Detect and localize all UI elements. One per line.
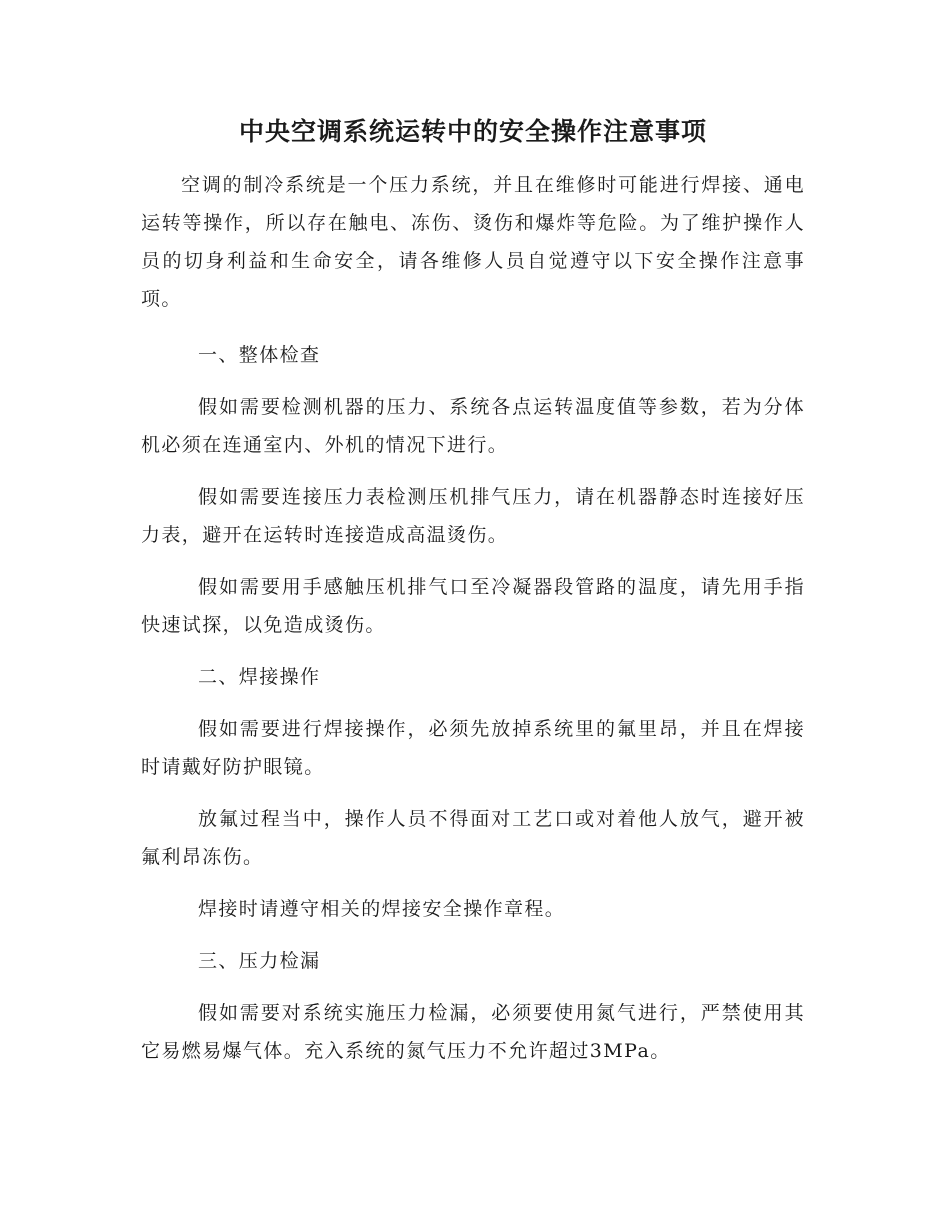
intro-paragraph: 空调的制冷系统是一个压力系统，并且在维修时可能进行焊接、通电运转等操作，所以存在触电、冻伤、烫伤和爆炸等危险。为了维护操作人员的切身利益和生命安全，请各维修人员自觉遵守以下安全操作注意事项。 bbox=[141, 174, 805, 310]
section-heading-welding: 二、焊接操作 bbox=[198, 666, 321, 688]
section-paragraph: 假如需要检测机器的压力、系统各点运转温度值等参数，若为分体机必须在连通室内、外机的情况下进行。 bbox=[141, 396, 805, 456]
document-title: 中央空调系统运转中的安全操作注意事项 bbox=[238, 117, 707, 146]
document-body bbox=[141, 112, 805, 1070]
section-heading-inspection: 一、整体检查 bbox=[198, 344, 321, 366]
section-paragraph: 假如需要用手感触压机排气口至冷凝器段管路的温度，请先用手指快速试探，以免造成烫伤。 bbox=[141, 576, 805, 636]
section-paragraph: 放氟过程当中，操作人员不得面对工艺口或对着他人放气，避开被氟利昂冻伤。 bbox=[141, 808, 805, 868]
section-paragraph: 焊接时请遵守相关的焊接安全操作章程。 bbox=[198, 898, 566, 920]
section-paragraph: 假如需要进行焊接操作，必须先放掉系统里的氟里昂，并且在焊接时请戴好防护眼镜。 bbox=[141, 718, 805, 778]
section-paragraph: 假如需要连接压力表检测压机排气压力，请在机器静态时连接好压力表，避开在运转时连接造成高温烫伤。 bbox=[141, 486, 805, 546]
section-heading-leak-test: 三、压力检漏 bbox=[198, 950, 321, 972]
section-paragraph: 假如需要对系统实施压力检漏，必须要使用氮气进行，严禁使用其它易燃易爆气体。充入系统的氮气压力不允许超过3MPa。 bbox=[141, 1002, 805, 1062]
